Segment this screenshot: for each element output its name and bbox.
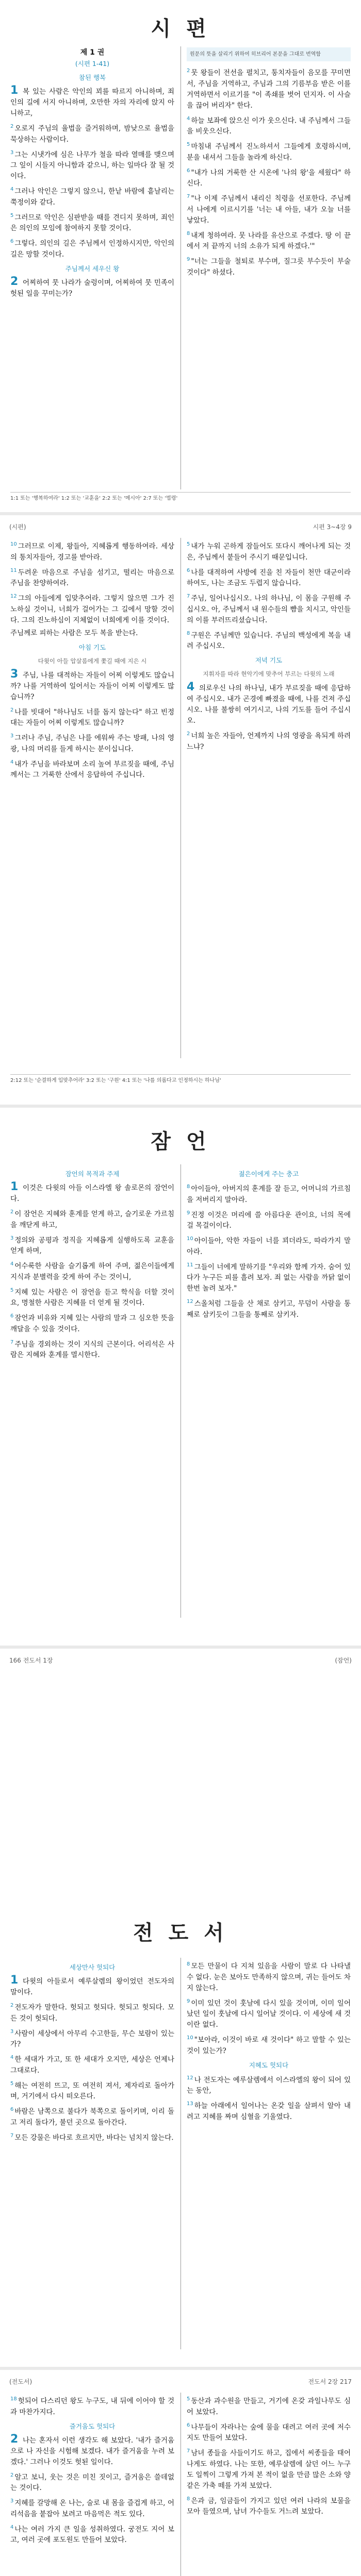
column-left [10,539,174,783]
verse: $^5$ 내가 누워 곤하게 잠들어도 또다시 깨어나게 되는 것은, 주님께서 붙들어 주시기 때문입니다. [187,541,351,562]
verse: $^2$ 오로지 주님의 율법을 즐거워하며, 밤낮으로 율법을 묵상하는 사람이다. [10,124,174,144]
column-divider [180,46,181,489]
verse: $^6$ "내가 나의 거룩한 산 시온에 '나의 왕'을 세웠다" 하신다. [187,167,351,188]
column-right [187,1165,351,1323]
verse: $^4$ 어수룩한 사람을 슬기롭게 하여 주며, 젊은이들에게 지식과 분별력을 갖게 하여 주는 것이니, [10,1261,174,1281]
psalm-superscription: 다윗이 아들 압살롬에게 쫓길 때에 지은 시 [38,657,147,665]
section-heading: 잠언의 목적과 주제 [65,1170,120,1178]
verse: $^{10}$ "보아라, 이것이 바로 새 것이다" 하고 말할 수 있는 것이 있는가? [187,2035,351,2055]
page-ecclesiastes-2 [0,2370,361,2576]
section-heading: 지혜도 헛되다 [249,2061,289,2069]
verse: $^6$ 바람은 남쪽으로 불다가 북쪽으로 돌이키며, 이리 돌고 저리 돌다가, 불던 곳으로 돌아간다. [10,2107,174,2127]
verse: $^3$ 그러나 주님, 주님은 나를 에워싸 주는 방패, 나의 영광, 나의 머리를 들게 하시는 분이십니다. [10,733,174,753]
verse: $^{12}$ 나 전도자는 예루살렘에서 이스라엘의 왕이 되어 있는 동안, [187,2075,351,2095]
verse: $^8$ 내게 청하여라. 뭇 나라를 유산으로 주겠다. 땅 이 끝에서 저 끝까지 너의 소유가 되게 하겠다.'" [187,230,351,250]
verse: $^2$ 이 잠언은 지혜와 훈계를 얻게 하고, 슬기로운 가르침을 깨닫게 하고, [10,1209,174,1229]
verse: $^2$ 너희 높은 자들아, 언제까지 나의 영광을 욕되게 하려느냐? [187,731,351,751]
book-section-heading: 제 1 권 [80,48,105,57]
book-title: 시 편 [151,17,210,41]
section-heading: 주님께서 세우신 왕 [65,264,120,273]
running-header-right: 전도서 2장 217 [308,2378,352,2385]
footnotes: 1:1 또는 '행복하여라' 1:2 또는 '교훈을' 2:2 또는 '메시아' 2:7 또는 '법령' [10,492,351,502]
running-header [9,1656,352,1666]
verse: $^2$ 알고 보니, 웃는 것은 미친 짓이고, 즐거움은 쓸데없는 것이다. [10,2472,174,2492]
verse: $^7$ 주님, 일어나십시오. 나의 하나님, 이 몸을 구원해 주십시오. 아, 주님께서 내 원수들의 뺨을 치시고, 악인들의 이를 부러뜨리셨습니다. [187,594,351,624]
verse: $^6$ 그렇다. 의인의 길은 주님께서 인정하시지만, 악인의 길은 망할 것이다. [10,239,174,259]
verse: $^6$ 잠언과 비유와 지혜 있는 사람의 말과 그 심오한 뜻을 깨달을 수 있을 것이다. [10,1313,174,1333]
page-psalms-2 [0,515,361,1108]
running-header-right: 시편 3~4장 9 [313,523,352,531]
column-left [10,1165,174,1363]
chapter-number: 2 [10,275,19,288]
verse: $^7$ 주님을 경외하는 것이 지식의 근본이다. 어리석은 사람은 지혜와 훈계를 멸시한다. [10,1339,174,1359]
verse: 주님께로 피하는 사람은 모두 복을 받는다. [10,629,138,637]
verse: $^8$ 은과 금, 임금들이 가지고 있던 여러 나라의 보물을 모아 들였으며, 남녀 가수들도 거느려 보았다. [187,2496,351,2516]
column-right [187,47,351,280]
verse: $^{11}$ 두려운 마음으로 주님을 섬기고, 떨리는 마음으로 주님을 찬양하여라. [10,567,174,587]
verse: $^4$ 하늘 보좌에 앉으신 이가 웃으신다. 내 주님께서 그들을 비웃으신다. [187,115,351,135]
verse: $^5$ 그러므로 악인은 심판받을 때를 견디지 못하며, 죄인은 의인의 모임에 참여하지 못할 것이다. [10,212,174,232]
page-proverbs [0,1108,361,1649]
running-header [9,2377,352,2387]
running-header-left: (전도서) [9,2378,32,2385]
verse: $^{10}$ 아이들아, 악한 자들이 너를 꾀더라도, 따라가지 말아라. [187,1236,351,1256]
section-heading: 젊은이에게 주는 충고 [238,1170,299,1178]
section-heading: 세상만사 헛되다 [69,1963,116,1971]
column-divider [180,2393,181,2576]
section-heading: 참된 행복 [78,74,106,81]
running-header-right: (잠언) [335,1657,352,1664]
verse: $^4$ 한 세대가 가고, 또 한 세대가 오지만, 세상은 언제나 그대로다. [10,2055,174,2075]
verse: $^3$ 정의와 공평과 정직을 지혜롭게 실행하도록 교훈을 얻게 하며, [10,1235,174,1255]
verse: $^{12}$ 스올처럼 그들을 산 채로 삼키고, 무덤이 사람을 통째로 삼키듯이 그들을 통째로 삼키자. [187,1299,351,1319]
verse: $^4$ 나는 여러 가지 큰 일을 성취하였다. 궁전도 지어 보고, 여러 곳에 포도원도 만들어 보았다. [10,2524,174,2544]
verse: $^7$ 모든 강물은 바다로 흐르지만, 바다는 넘치지 않는다. [10,2132,174,2142]
chapter-number: 1 [10,84,19,97]
footnotes: 2:12 또는 '순결하게 입맞추어라' 3:2 또는 '구원' 4:1 또는 '나를 의롭다고 인정하시는 하나님' [10,1074,351,1084]
verse: $^5$ 마침내 주님께서 진노하셔서 그들에게 호령하시며, 분을 내셔서 그들을 놀라게 하신다. [187,142,351,162]
section-heading: 즐거움도 헛되다 [69,2422,116,2430]
page-ecclesiastes-1 [0,1649,361,2370]
book-title: 전 도 서 [133,1921,228,1945]
verse: 1 복 있는 사람은 악인의 꾀를 따르지 아니하며, 죄인의 길에 서지 아니하며, 오만한 자의 자리에 앉지 아니하고, [10,84,174,117]
chapter-number: 2 [10,2432,19,2446]
running-header-left: (시편) [9,523,26,531]
verse: 4 의로우신 나의 하나님, 내가 부르짖을 때에 응답하여 주십시오. 내가 곤경에 빠졌을 때에, 나를 건져 주십시오. 나를 불쌍히 여기시고, 나의 기도를 들어 주십시오. [187,681,351,725]
running-header-left: 166 전도서 1장 [9,1657,53,1664]
column-right [187,2394,351,2519]
verse: $^3$ 지혜를 갈망해 온 나는, 술로 내 몸을 즐겁게 하고, 어리석음을 붙잡아 보려고 마음먹은 적도 있다. [10,2498,174,2518]
chapter-number: 1 [10,1974,19,1987]
verse: 2 어찌하여 뭇 나라가 술렁이며, 어찌하여 뭇 민족이 헛된 일을 꾸미는가? [10,275,174,298]
verse: $^9$ "너는 그들을 철퇴로 부수며, 질그릇 부수듯이 부술 것이다" 하셨다. [187,257,351,277]
verse: $^8$ 모든 만물이 다 지쳐 있음을 사람이 말로 다 나타낼 수 없다. 눈은 보아도 만족하지 않으며, 귀는 들어도 차지 않는다. [187,1961,351,1992]
verse: $^4$ 그러나 악인은 그렇지 않으니, 한낱 바람에 흩날리는 쭉정이와 같다. [10,187,174,207]
section-heading: 저녁 기도 [255,656,283,664]
verse: $^{18}$ 헛되어 다스리던 왕도 누구도, 내 뒤에 이어야 할 것과 마찬가지다. [10,2396,174,2416]
verse: $^7$ 남녀 종들을 사들이기도 하고, 집에서 씨종들을 태어나게도 하였다. 나는 또한, 예루살렘에 살던 어느 누구도 일찍이 그렇게 가져 본 적이 없을 만큼 많은 소와 양 같은 가축 떼를 가져 보았다. [187,2448,351,2490]
column-right [187,539,351,755]
psalm-superscription: 지휘자를 따라 현악기에 맞추어 부르는 다윗의 노래 [203,670,335,677]
verse: $^2$ 전도자가 말한다. 헛되고 헛되다. 헛되고 헛되다. 모든 것이 헛되다. [10,2003,174,2023]
verse: 1 이것은 다윗의 아들 이스라엘 왕 솔로몬의 잠언이다. [10,1180,174,1203]
verse: $^6$ 나를 대적하여 사방에 진을 친 자들이 천만 대군이라 하여도, 나는 조금도 두렵지 않습니다. [187,567,351,587]
verse: $^4$ 내가 주님을 바라보며 소리 높여 부르짖을 때에, 주님께서는 그 거룩한 산에서 응답하여 주십니다. [10,759,174,779]
chapter-number: 1 [10,1180,19,1193]
verse: $^2$ 나를 빗대어 "하나님도 너를 돕지 않는다" 하고 빈정대는 자들이 어찌 이렇게도 많습니까? [10,707,174,727]
column-divider [180,1958,181,2349]
translation-note-box: 원문의 뜻을 살리기 위하여 히브리어 본문을 그대로 번역함 [187,47,351,61]
verse: $^5$ 지혜 있는 사람은 이 잠언을 듣고 학식을 더할 것이요, 명철한 사람은 지혜를 더 얻게 될 것이다. [10,1287,174,1307]
verse: $^{12}$ 그의 아들에게 입맞추어라. 그렇지 않으면 그가 진노하실 것이니, 너희가 걸어가는 그 길에서 망할 것이다. 그의 진노하심이 지체없이 너희에게 이를 것이다. [10,594,174,624]
verse: $^3$ 그는 시냇가에 심은 나무가 철을 따라 열매를 맺으며 그 잎이 시들지 아니함과 같으니, 하는 일마다 잘 될 것이다. [10,149,174,180]
verse: $^8$ 아이들아, 아버지의 훈계를 잘 듣고, 어머니의 가르침을 저버리지 말아라. [187,1184,351,1204]
verse: $^2$ 뭇 왕들이 전선을 펼치고, 통치자들이 음모를 꾸미면서, 주님을 거역하고, 주님과 그의 기름부음 받은 이를 거역하면서 이르기를 "이 족쇄를 벗어 던지자. 이 사슬을 끊어 버리자" 한다. [187,68,351,110]
verse: $^8$ 구원은 주님께만 있습니다. 주님의 백성에게 복을 내려 주십시오. [187,630,351,650]
column-divider [180,1164,181,1618]
verse: 2 나는 혼자서 이런 생각도 해 보았다. '내가 즐거움으로 나 자신을 시험해 보겠다. 내가 즐거움을 누려 보겠다.' 그러나 이것도 헛된 일이다. [10,2432,174,2466]
book-section-range: (시편 1-41) [75,60,110,67]
verse: 1 다윗의 아들로서 예루살렘의 왕이었던 전도자의 말이다. [10,1974,174,1996]
verse: $^9$ 진정 이것은 머리에 쓸 아름다운 관이요, 너의 목에 걸 목걸이이다. [187,1210,351,1230]
section-heading: 아침 기도 [78,643,106,651]
page-psalms-1 [0,0,361,515]
verse: $^7$ "나 이제 주님께서 내리신 칙령을 선포한다. 주님께서 나에게 이르시기를 '너는 내 아들, 내가 오늘 너를 낳았다. [187,194,351,225]
verse: 3 주님, 나를 대적하는 자들이 어찌 이렇게도 많습니까? 나를 거역하여 일어서는 자들이 어찌 이렇게도 많습니까? [10,667,174,701]
verse: $^3$ 사람이 세상에서 아무리 수고한들, 무슨 보람이 있는가? [10,2028,174,2048]
verse: $^{11}$ 그들이 너에게 말하기를 "우리와 함께 가자. 숨어 있다가 누구든 피를 흘려 보자. 죄 없는 사람을 까닭 없이 한번 놀려 보자." [187,1262,351,1293]
verse: $^{13}$ 하늘 아래에서 일어나는 온갖 일을 살펴서 알아 내려고 지혜를 짜며 심혈을 기울였다. [187,2101,351,2121]
column-left [10,2394,174,2548]
verse: $^6$ 나무들이 자라나는 숲에 물을 대려고 여러 곳에 저수지도 만들어 보았다. [187,2422,351,2442]
book-title: 잠 언 [151,1130,210,1154]
column-right [187,1959,351,2125]
chapter-number: 3 [10,667,19,681]
verse: $^5$ 해는 여전히 뜨고, 또 여전히 져서, 제자리로 돌아가며, 거기에서 다시 떠오른다. [10,2080,174,2100]
verse: $^9$ 이미 있던 것이 훗날에 다시 있을 것이며, 이미 일어났던 일이 훗날에 다시 일어날 것이다. 이 세상에 새 것이란 없다. [187,1998,351,2029]
column-divider [180,538,181,1058]
verse: $^{10}$ 그러므로 이제, 왕들아, 지혜롭게 행동하여라. 세상의 통치자들아, 경고를 받아라. [10,541,174,562]
column-left [10,47,174,301]
chapter-number: 4 [187,681,195,693]
column-left [10,1959,174,2145]
verse: $^5$ 동산과 과수원을 만들고, 거기에 온갖 과일나무도 심어 보았다. [187,2396,351,2416]
running-header [9,522,352,533]
